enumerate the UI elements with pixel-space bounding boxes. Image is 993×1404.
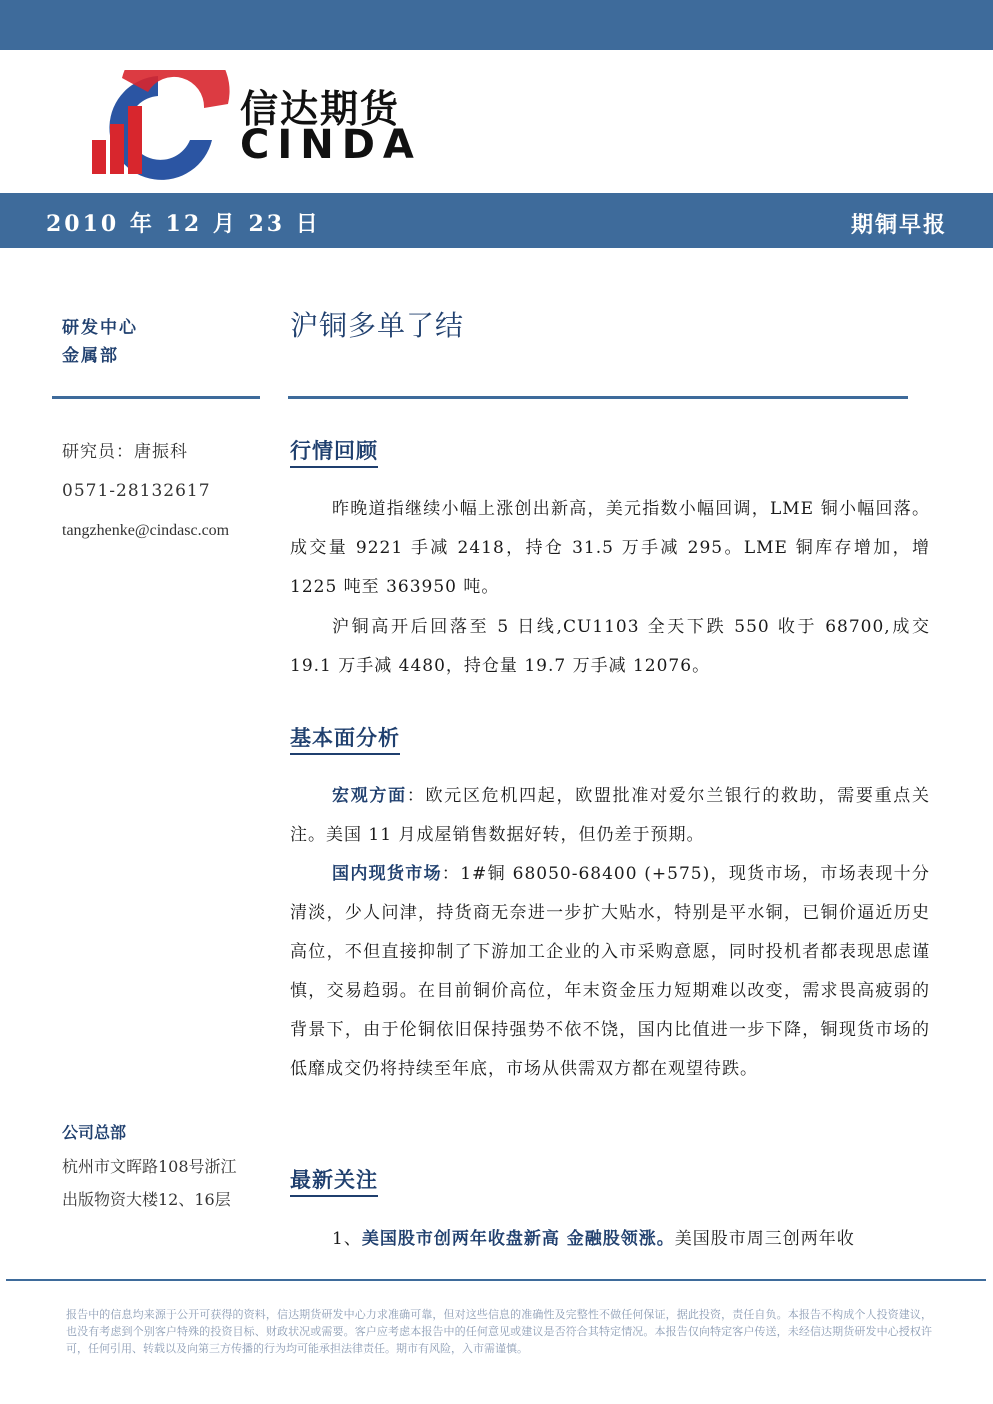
macro-lead: 宏观方面 (332, 786, 407, 806)
market-review-paragraph-1: 昨晚道指继续小幅上涨创出新高，美元指数小幅回调，LME 铜小幅回落。成交量 9221 手减 2418，持仓 31.5 万手减 295。LME 铜库存增加，增 1225 吨至 363950 吨。 (290, 499, 930, 597)
dept-line-1: 研发中心 (62, 318, 138, 338)
top-banner (0, 0, 993, 50)
hq-address-line-2: 出版物资大楼12、16层 (62, 1190, 231, 1209)
market-review-paragraph-2: 沪铜高开后回落至 5 日线,CU1103 全天下跌 550 收于 68700,成交 19.1 万手减 4480，持仓量 19.7 万手减 12076。 (290, 617, 930, 676)
item-prefix: 1、 (332, 1229, 362, 1249)
logo-chinese-text: 信达期货 (240, 87, 401, 131)
item-lead: 美国股市创两年收盘新高 金融股领涨。 (361, 1229, 675, 1249)
footer-divider (6, 1279, 986, 1281)
section-title-latest-focus: 最新关注 (290, 1164, 378, 1197)
dept-line-2: 金属部 (62, 346, 119, 366)
sidebar-department (62, 314, 138, 370)
section-title-market-review: 行情回顾 (290, 435, 378, 468)
researcher-name: 研究员：唐振科 (62, 442, 188, 462)
section-title-fundamentals: 基本面分析 (290, 722, 400, 755)
report-type: 期铜早报 (850, 212, 947, 238)
sidebar-divider (52, 396, 260, 399)
hq-title: 公司总部 (62, 1123, 127, 1142)
researcher-info (62, 433, 229, 550)
latest-focus-item-1 (290, 1220, 930, 1259)
macro-text: ：欧元区危机四起，欧盟批准对爱尔兰银行的救助，需要重点关注。美国 11 月成屋销售数据好转，但仍差于预期。 (290, 786, 931, 845)
title-divider (288, 396, 908, 399)
spot-text: ：1#铜 68050-68400 (+575)，现货市场，市场表现十分清淡，少人问津，持货商无奈进一步扩大贴水，特别是平水铜，已铜价逼近历史高位，不但直接抑制了下游加工企业的入市采购意愿，同时投机者都表现思虑谨慎，交易趋弱。在目前铜价高位，年末资金压力短期难以改变，需求畏高疲弱的背景下，由于伦铜依旧保持强势不依不饶，国内比值进一步下降，铜现货市场的低靡成交仍将持续至年底，市场从供需双方都在观望待跌。 (290, 864, 931, 1079)
hq-address (62, 1150, 237, 1216)
report-date: 2010 年 12 月 23 日 (46, 211, 321, 237)
disclaimer-text: 报告中的信息均来源于公开可获得的资料，信达期货研发中心力求准确可靠，但对这些信息的准确性及完整性不做任何保证，据此投资，责任自负。本报告不构成个人投资建议，也没有考虑到个别客户特殊的投资目标、财政状况或需要。客户应考虑本报告中的任何意见或建议是否符合其特定情况。本报告仅向特定客户传送，未经信达期货研发中心授权许可，任何引用、转载以及向第三方传播的行为均可能承担法律责任。期市有风险，入市需谨慎。 (66, 1308, 932, 1355)
fundamentals-paragraph-spot (290, 855, 930, 1089)
spot-lead: 国内现货市场 (332, 864, 442, 884)
item-text: 美国股市周三创两年收 (674, 1229, 855, 1249)
researcher-phone: 0571-28132617 (62, 481, 211, 501)
fundamentals-paragraph-macro (290, 777, 930, 855)
logo-english-text: CINDA (240, 122, 422, 168)
researcher-email: tangzhenke@cindasc.com (62, 522, 230, 539)
hq-address-line-1: 杭州市文晖路108号浙江 (62, 1157, 237, 1176)
page-title: 沪铜多单了结 (290, 309, 465, 342)
